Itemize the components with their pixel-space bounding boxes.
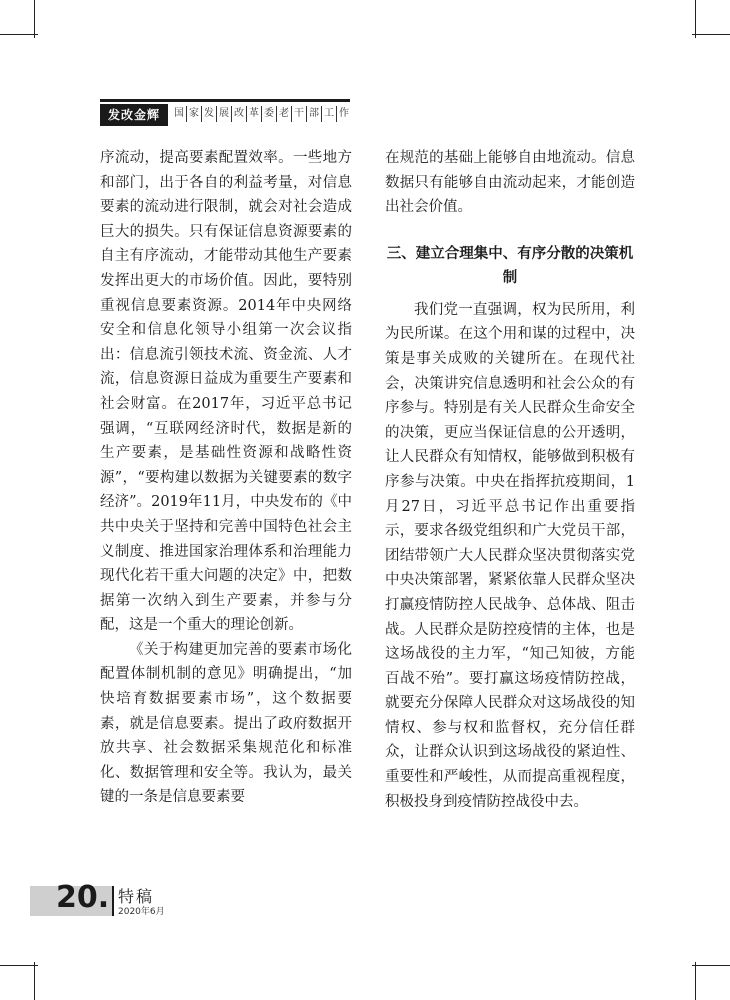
body-paragraph: 在规范的基础上能够自由地流动。信息数据只有能够自由流动起来，才能创造出社会价值。 — [385, 150, 635, 216]
header-char: 老 — [277, 106, 292, 122]
crop-mark — [695, 962, 696, 1000]
crop-mark — [34, 962, 35, 1000]
body-paragraph: 《关于构建更加完善的要素市场化配置体制机制的意见》明确提出，“加快培育数据要素市场”，这个数据要素，就是信息要素。提出了政府数据开放共享、社会数据采集规范化和标准化、数据管理和安全等。我认为，最关键的一条是信息要素要 — [100, 641, 352, 806]
crop-mark — [0, 965, 38, 966]
body-paragraph: 序流动，提高要素配置效率。一些地方和部门，出于各自的利益考量，对信息要素的流动进行限制，就会对社会造成巨大的损失。只有保证信息资源要素的自主有序流动，才能带动其他生产要素发挥出更大的市场价值。因此，要特别重视信息要素资源。2014年中央网络安全和信息化领导小组第一次会议指出：信息流引领技术流、资金流、人才流，信息资源日益成为重要生产要素和社会财富。在2017年，习近平总书记强调，“互联网经济时代，数据是新的生产要素，是基础性资源和战略性资源”，“要构建以数据为关键要素的数字经济”。2019年11月，中央发布的《中共中央关于坚持和完善中国特色社会主义制度、推进国家治理体系和治理能力现代化若干重大问题的决定》中，把数据第一次纳入到生产要素，并参与分配，这是一个重大的理论创新。 — [100, 150, 352, 634]
header-char: 委 — [262, 106, 277, 122]
header-organization — [172, 106, 351, 122]
footer-divider — [112, 886, 114, 916]
crop-mark — [692, 34, 730, 35]
header-char: 革 — [247, 106, 262, 122]
header-char: 部 — [307, 106, 322, 122]
crop-mark — [695, 0, 696, 38]
header-char: 干 — [292, 106, 307, 122]
crop-mark — [692, 965, 730, 966]
crop-mark — [0, 34, 38, 35]
header-char: 作 — [339, 108, 349, 119]
header-rule — [100, 99, 350, 102]
section-heading: 三、建立合理集中、有序分散的决策机制 — [386, 245, 634, 286]
right-column — [385, 146, 635, 814]
crop-mark — [34, 0, 35, 38]
left-column — [100, 146, 352, 810]
page-number: 20. — [56, 880, 110, 915]
issue-date: 2020年6月 — [118, 907, 165, 917]
header-char: 发 — [202, 106, 217, 122]
header-char: 工 — [322, 106, 337, 122]
header-char: 改 — [232, 106, 247, 122]
header-char: 国 — [172, 106, 187, 122]
body-paragraph: 我们党一直强调，权为民所用，利为民所谋。在这个用和谋的过程中，决策是事关成败的关键所在。在现代社会，决策讲究信息透明和社会公众的有序参与。特别是有关人民群众生命安全的决策，更应当保证信息的公开透明，让人民群众有知情权，能够做到积极有序参与决策。中央在指挥抗疫期间，1月27日，习近平总书记作出重要指示，要求各级党组织和广大党员干部，团结带领广大人民群众坚决贯彻落实党中央决策部署，紧紧依靠人民群众坚决打赢疫情防控人民战争、总体战、阻击战。人民群众是防控疫情的主体，也是这场战役的主力军，“知己知彼，方能百战不殆”。要打赢这场疫情防控战，就要充分保障人民群众对这场战役的知情权、参与权和监督权，充分信任群众，让群众认识到这场战役的紧迫性、重要性和严峻性，从而提高重视程度，积极投身到疫情防控战役中去。 — [385, 301, 635, 810]
header-char: 家 — [187, 106, 202, 122]
section-label: 特稿 — [118, 887, 155, 906]
header-char: 展 — [217, 106, 232, 122]
magazine-logo: 发改金辉 — [100, 104, 168, 126]
